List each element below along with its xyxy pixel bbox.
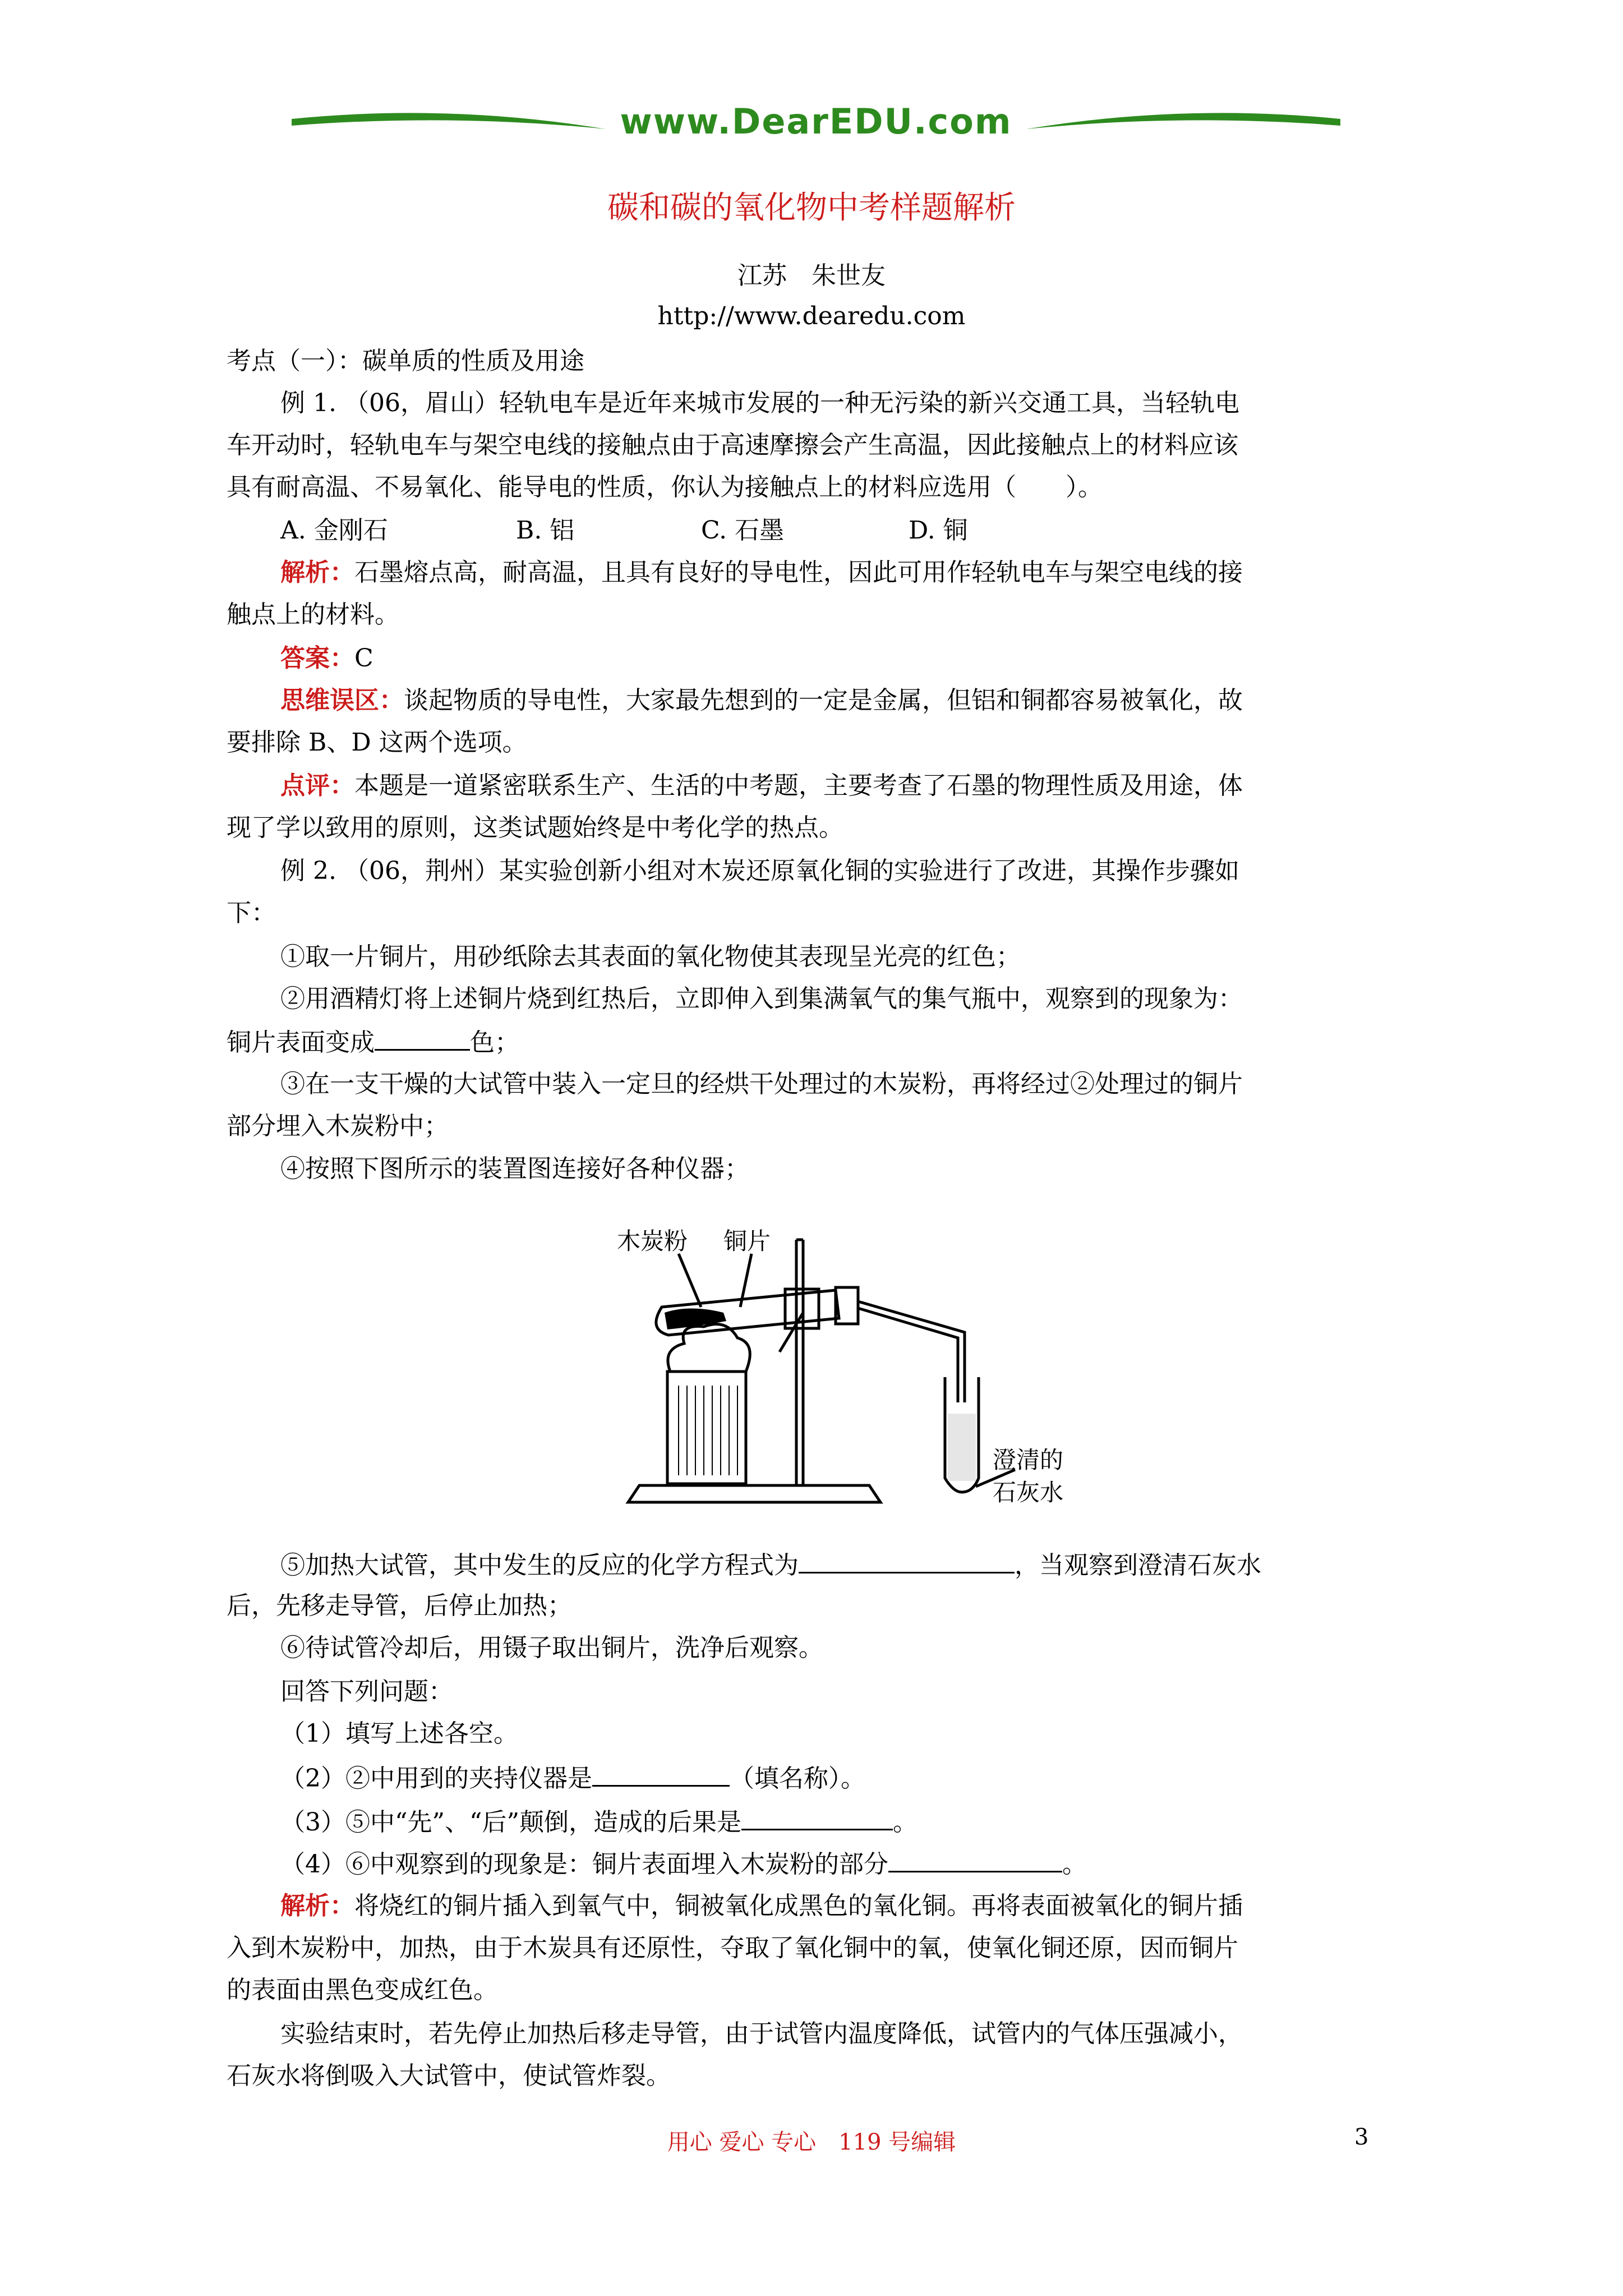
fill-blank[interactable]: [375, 1027, 470, 1051]
ex2-question-3: [280, 1806, 1464, 1837]
ex2-analysis-para2-cont: 石灰水将倒吸入大试管中，使试管炸裂。: [227, 2062, 671, 2090]
apparatus-diagram: [617, 1223, 1094, 1520]
q4-text: （4）⑥中观察到的现象是：铜片表面埋入木炭粉的部分: [280, 1850, 888, 1879]
comment-label: 点评：: [280, 771, 354, 800]
ex1-answer: [280, 644, 1464, 673]
q2-text-end: （填名称）。: [730, 1764, 865, 1793]
step5-text: ⑤加热大试管，其中发生的反应的化学方程式为: [280, 1551, 799, 1580]
limewater: [948, 1414, 976, 1481]
q3-text: （3）⑤中“先”、“后”颠倒，造成的后果是: [280, 1808, 741, 1837]
step5-text-end: ，当观察到澄清石灰水: [1015, 1551, 1261, 1580]
option-a: A. 金刚石: [280, 516, 388, 545]
step2-text-end: 色；: [470, 1028, 519, 1057]
mistake-label: 思维误区：: [280, 686, 404, 715]
fill-blank[interactable]: [592, 1763, 730, 1787]
ex2-step-5: [280, 1549, 1464, 1580]
label-copper-sheet: 铜片: [723, 1227, 771, 1255]
delivery-tube: [858, 1301, 965, 1402]
stand-base: [628, 1485, 880, 1502]
author: 江苏 朱世友: [737, 261, 886, 290]
ex2-analysis-cont: 入到木炭粉中，加热，由于木炭具有还原性，夺取了氧化铜中的氧，使氧化铜还原，因而铜片: [227, 1934, 1238, 1962]
analysis-label: 解析：: [280, 1892, 354, 1920]
comment-text: 本题是一道紧密联系生产、生活的中考题，主要考查了石墨的物理性质及用途，体: [354, 771, 1243, 800]
ex1-comment: [280, 771, 1464, 800]
analysis-label: 解析：: [280, 558, 354, 587]
mistake-text: 谈起物质的导电性，大家最先想到的一定是金属，但铝和铜都容易被氧化，故: [404, 686, 1243, 715]
ex2-step-4: ④按照下图所示的装置图连接好各种仪器；: [280, 1154, 749, 1183]
fill-blank[interactable]: [888, 1848, 1062, 1872]
q3-text-end: 。: [892, 1808, 917, 1837]
ex2-question-intro: 回答下列问题：: [280, 1677, 453, 1706]
ex1-text-line: 具有耐高温、不易氧化、能导电的性质，你认为接触点上的材料应选用（ ）。: [227, 473, 1103, 501]
ex1-mistake: [280, 686, 1464, 715]
ex2-question-4: [280, 1848, 1464, 1879]
ex2-intro-cont: 下：: [227, 899, 276, 927]
footer-text: 用心 爱心 专心 119 号编辑: [667, 2129, 956, 2155]
ex2-analysis: [280, 1892, 1464, 1921]
answer-value: C: [354, 644, 374, 673]
label-charcoal-powder: 木炭粉: [617, 1227, 688, 1255]
step2-text: 铜片表面变成: [227, 1028, 375, 1057]
page-title: 碳和碳的氧化物中考样题解析: [607, 190, 1016, 226]
ex2-question-1: （1）填写上述各空。: [280, 1719, 518, 1748]
ex2-step-3-cont: 部分埋入木炭粉中；: [227, 1112, 449, 1140]
ex2-intro: 例 2. （06，荆州）某实验创新小组对木炭还原氧化铜的实验进行了改进，其操作步骤如: [280, 857, 1239, 885]
fill-blank[interactable]: [799, 1549, 1015, 1573]
ex2-step-5-cont: 后，先移走导管，后停止加热；: [227, 1591, 572, 1620]
q2-text: （2）②中用到的夹持仪器是: [280, 1764, 592, 1793]
ex1-mistake-cont: 要排除 B、D 这两个选项。: [227, 728, 527, 757]
ex2-step-6: ⑥待试管冷却后，用镊子取出铜片，洗净后观察。: [280, 1634, 823, 1662]
ex1-comment-cont: 现了学以致用的原则，这类试题始终是中考化学的热点。: [227, 813, 843, 842]
ex2-step-1: ①取一片铜片，用砂纸除去其表面的氧化物使其表现呈光亮的红色；: [280, 942, 1021, 971]
q4-text-end: 。: [1062, 1850, 1087, 1879]
ex2-step-2-cont: [227, 1027, 1410, 1057]
analysis-text: 石墨熔点高，耐高温，且具有良好的导电性，因此可用作轻轨电车与架空电线的接: [354, 558, 1243, 587]
option-b: B. 铝: [516, 516, 575, 545]
fill-blank[interactable]: [741, 1806, 893, 1830]
ex2-analysis-para2: 实验结束时，若先停止加热后移走导管，由于试管内温度降低，试管内的气体压强减小，: [280, 2019, 1243, 2048]
section-heading: 考点（一）：碳单质的性质及用途: [227, 347, 584, 375]
page-number: 3: [1354, 2124, 1369, 2150]
ex2-analysis-cont: 的表面由黑色变成红色。: [227, 1976, 498, 2004]
header-banner: [292, 101, 1340, 146]
answer-label: 答案：: [280, 644, 354, 673]
option-c: C. 石墨: [701, 516, 785, 545]
label-limewater-1: 澄清的: [993, 1446, 1064, 1474]
option-d: D. 铜: [909, 516, 968, 545]
green-swoosh-right: [1026, 107, 1340, 140]
label-limewater-2: 石灰水: [993, 1479, 1064, 1506]
source-url: http://www.dearedu.com: [657, 302, 966, 330]
ex1-analysis-cont: 触点上的材料。: [227, 600, 399, 629]
ex1-text-line: 车开动时，轻轨电车与架空电线的接触点由于高速摩擦会产生高温，因此接触点上的材料应该: [227, 431, 1238, 459]
site-name: www.DearEDU.com: [620, 101, 1012, 142]
ex1-analysis: [280, 558, 1464, 587]
ex1-options: [280, 516, 1464, 545]
ex2-question-2: [280, 1763, 1464, 1793]
ex2-step-2: ②用酒精灯将上述铜片烧到红热后，立即伸入到集满氧气的集气瓶中，观察到的现象为：: [280, 984, 1243, 1013]
ex2-step-3: ③在一支干燥的大试管中装入一定旦的经烘干处理过的木炭粉，再将经过②处理过的铜片: [280, 1070, 1243, 1098]
analysis-text: 将烧红的铜片插入到氧气中，铜被氧化成黑色的氧化铜。再将表面被氧化的铜片插: [354, 1892, 1243, 1920]
ex1-text-line: 例 1. （06，眉山）轻轨电车是近年来城市发展的一种无污染的新兴交通工具，当轻轨电: [280, 389, 1239, 417]
